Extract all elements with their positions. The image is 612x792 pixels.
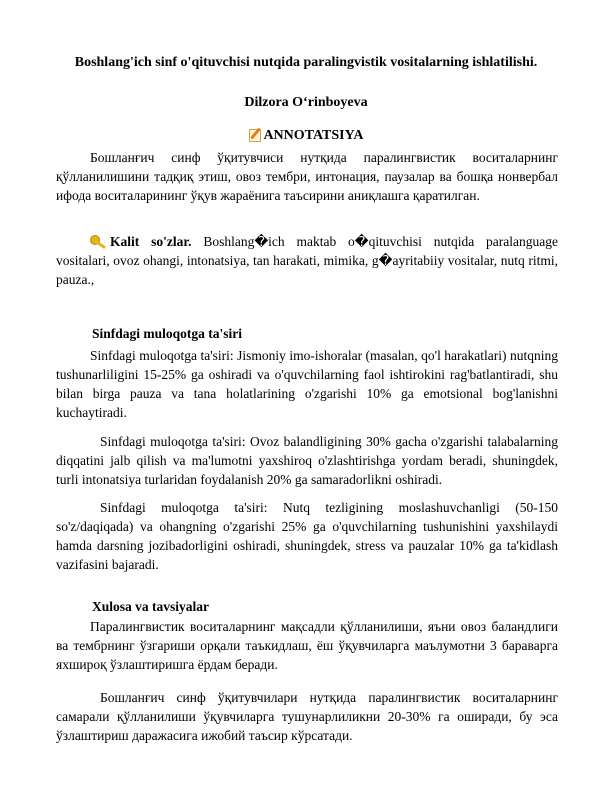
paper-title: Boshlang'ich sinf o'qituvchisi nutqida paralingvistik vositalarning ishlatilishi.	[74, 55, 538, 70]
keywords-paragraph	[56, 232, 558, 289]
annotation-heading	[40, 127, 572, 144]
keywords-text: Boshlang�ich maktab o�qituvchisi nutqida paralanguage vositalari, ovoz ohangi, intonatsiya, tan harakati, mimika, g�ayritabiiy vositalar, nutq ritmi, pauza.,	[56, 234, 559, 287]
annotation-heading-label: ANNOTATSIYA	[263, 128, 364, 143]
section1-paragraph-2: Sinfdagi muloqotga ta'siri: Ovoz balandligining 30% gacha o'zgarishi talabalarning diqqatini jalb qilish va ma'lumotni yaxshiroq o'zlashtirishga yordam beradi, shuningdek, turli intonatsiya turlaridan foydalanish 20% ga samaradorlikni oshiradi.	[56, 434, 558, 487]
section-heading-xulosa: Xulosa va tavsiyalar	[92, 599, 210, 614]
section2-paragraph-1: Паралингвистик воситаларнинг мақсадли қўлланилиши, яъни овоз баландлиги ва тембрнинг ўзгариши орқали таъкидлаш, ёш ўқувчиларга маълумотни 3 бараварга яхшироқ ўзлаштиришга ёрдам беради.	[56, 619, 558, 672]
section2-paragraph-2: Бошланғич синф ўқитувчилари нутқида паралингвистик воситаларнинг самарали қўлланилиши ўқувчиларга тушунарлиликни 20-30% га оширади, бу эса ўзлаштириш даражасига ижобий таъсир кўрсатади.	[56, 690, 558, 743]
author-name: Dilzora O‘rinboyeva	[244, 95, 368, 110]
memo-icon	[248, 127, 262, 141]
section1-paragraph-1: Sinfdagi muloqotga ta'siri: Jismoniy imo-ishoralar (masalan, qo'l harakatlari) nutqning tushunarliligini 15-25% ga oshiradi va o'quvchilarning faol ishtirokini rag'batlantiradi, shu bilan birga pauza va tana holatlarining o'zgarishi 10% ga emotsional bog'lanishni kuchaytiradi.	[56, 348, 558, 420]
section-heading-muloqot: Sinfdagi muloqotga ta'siri	[92, 326, 243, 341]
key-icon	[90, 234, 108, 248]
keywords-label: Kalit so'zlar.	[110, 234, 192, 249]
section1-paragraph-3: Sinfdagi muloqotga ta'siri: Nutq tezligining moslashuvchanligi (50-150 so'z/daqiqada) va ohangning o'zgarishi 25% ga o'quvchilarning tushunishini yaxshilaydi hamda darsning jozibadorligini oshiradi, shuningdek, stress va pauzalar 10% ga ta'kidlash vazifasini bajaradi.	[56, 500, 558, 572]
annotation-text: Бошланғич синф ўқитувчиси нутқида паралингвистик воситаларнинг қўлланилишини тадқиқ этиш, овоз тембри, интонация, паузалар ва бошқа нонвербал ифода воситаларининг ўқув жараёнига таъсирини аниқлашга қаратилган.	[56, 150, 558, 203]
